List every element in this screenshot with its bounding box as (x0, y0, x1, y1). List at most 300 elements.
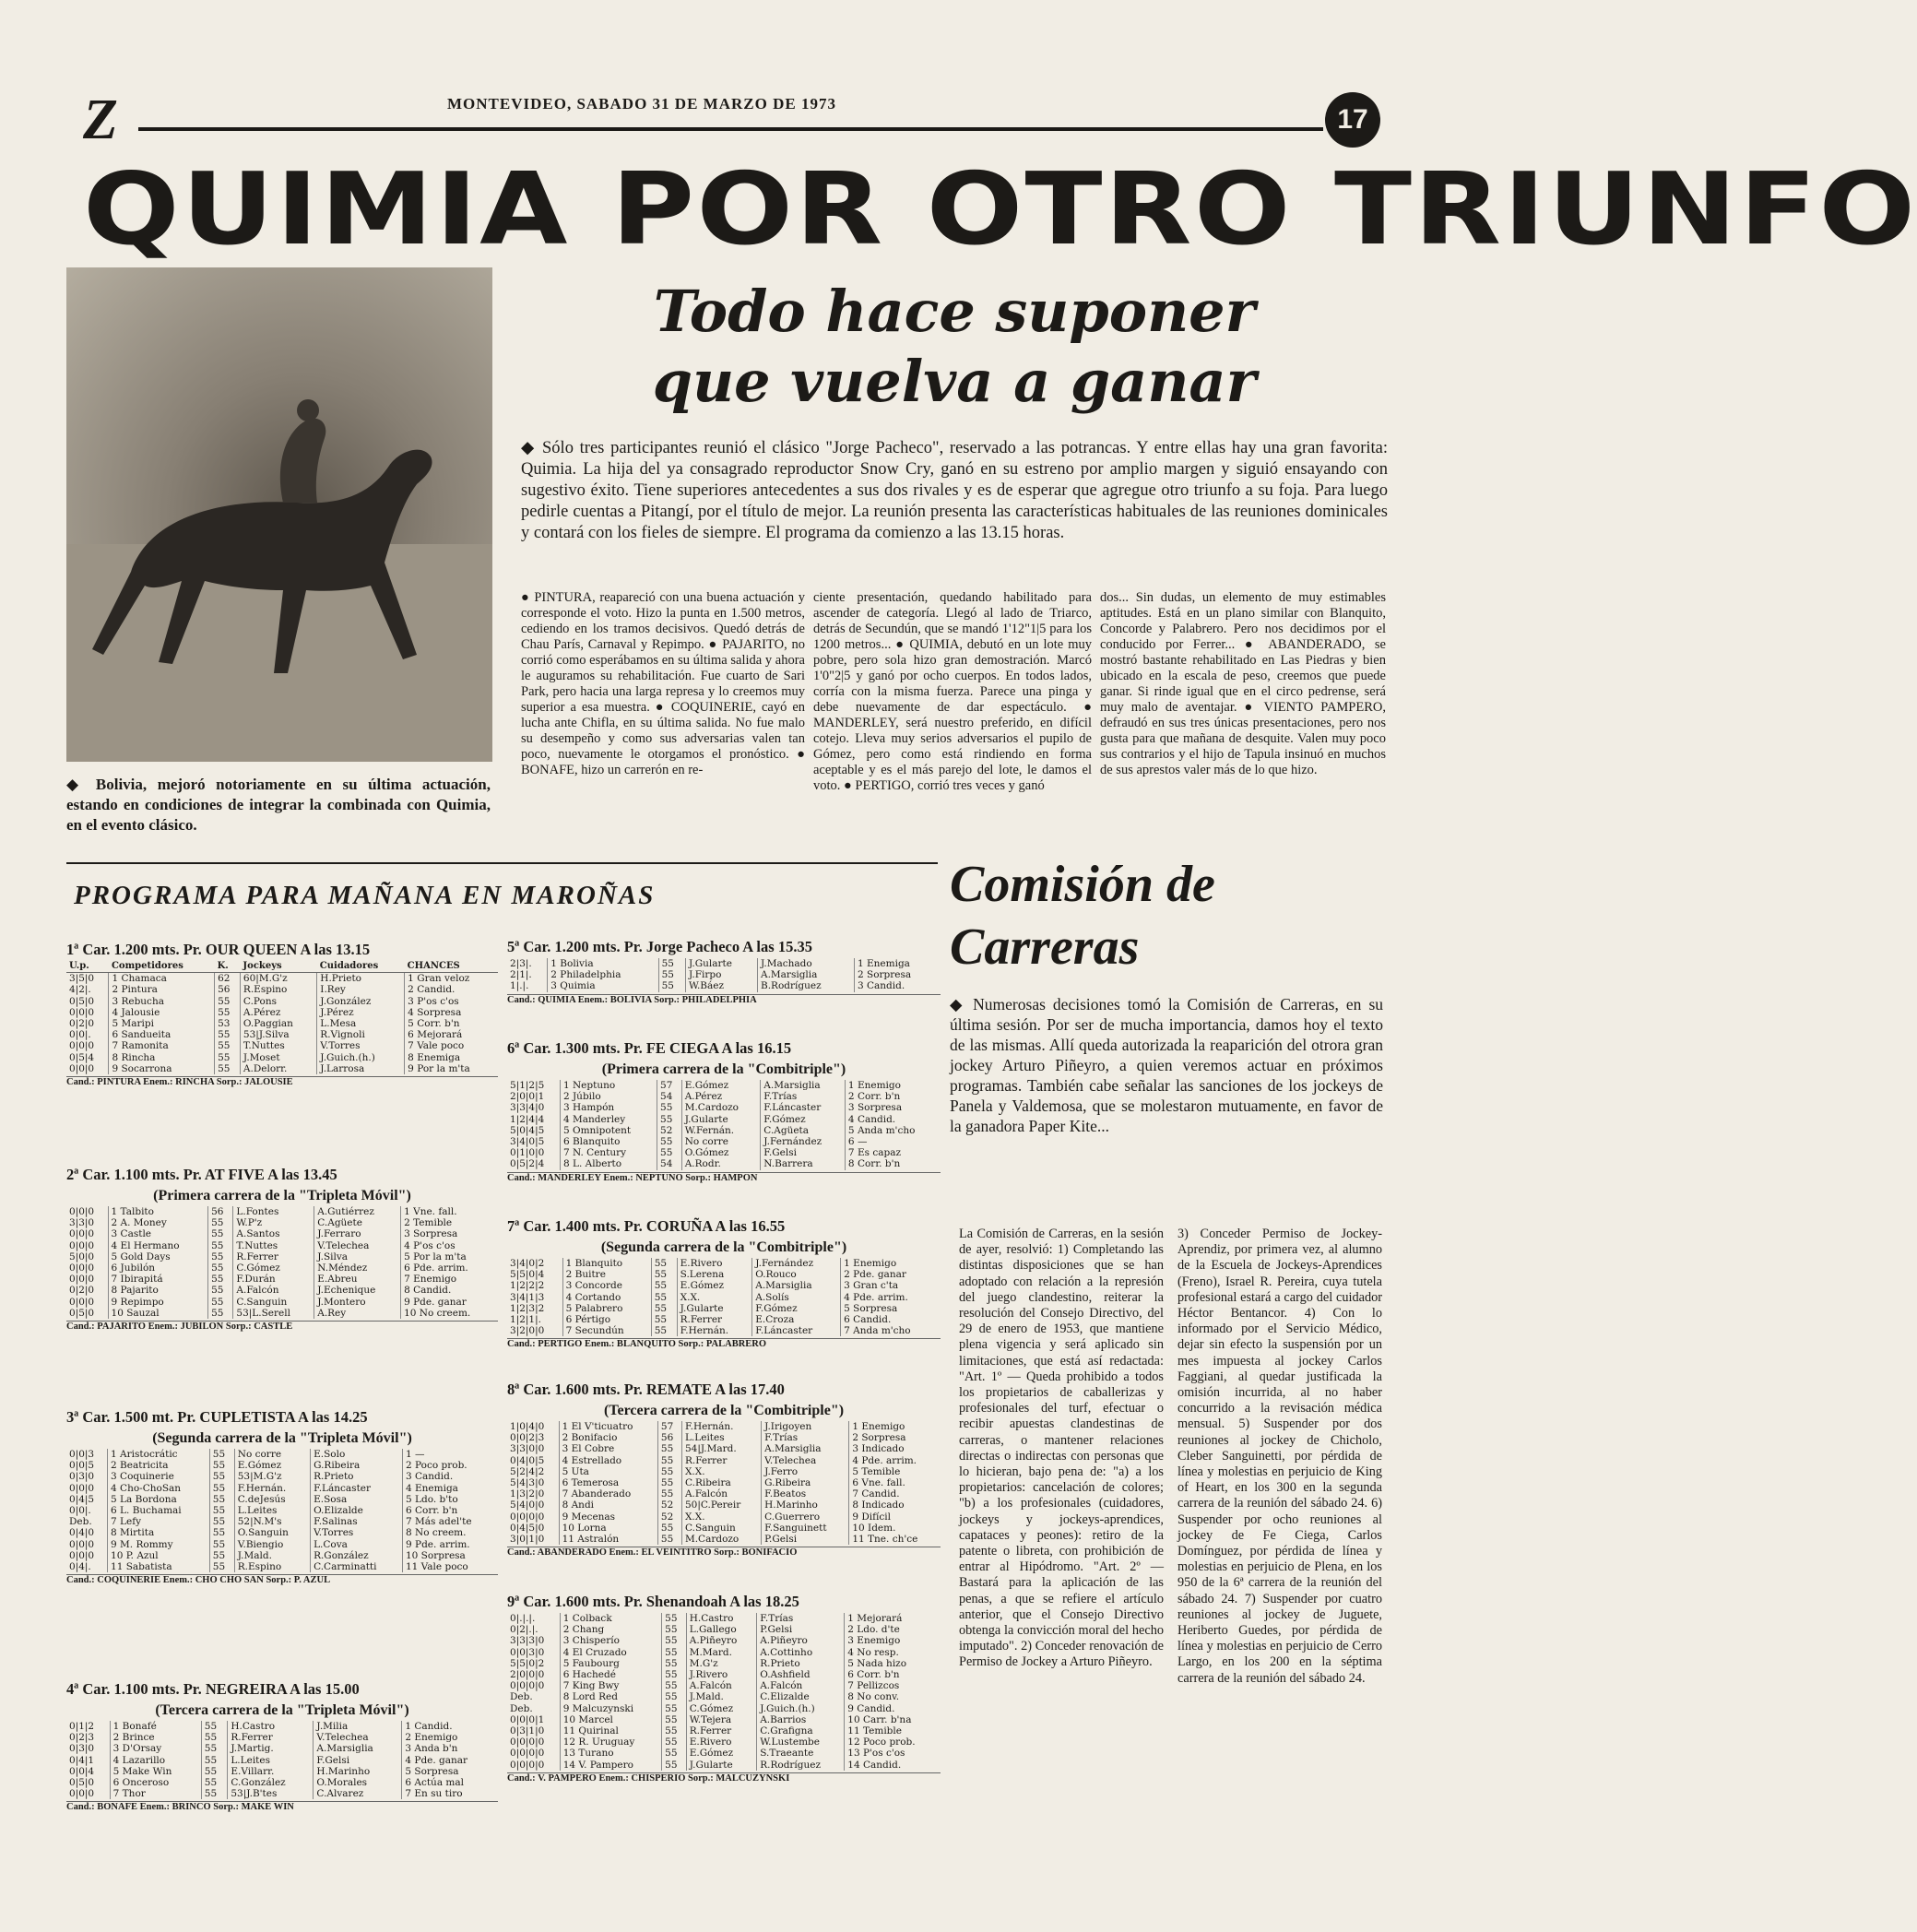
table-cell: 55 (658, 969, 685, 980)
table-cell: 0|0|0 (69, 1482, 95, 1494)
table-cell: 55 (658, 958, 685, 969)
table-row (507, 1158, 941, 1169)
table-cell: 0|0|3 (69, 1449, 95, 1460)
table-cell: 55 (209, 1449, 234, 1460)
table-cell: L.Cova (311, 1539, 403, 1550)
table-cell: A.Cottinho (757, 1647, 845, 1658)
table-cell: 3|3|3|0 (510, 1635, 545, 1647)
table-cell: 4 Jalousie (109, 1007, 215, 1018)
table-cell: J.Montero (314, 1297, 401, 1308)
table-cell: 0|0|0 (69, 1788, 95, 1800)
table-cell: J.Fernández (761, 1136, 846, 1147)
table-row (507, 1466, 941, 1477)
table-cell: 1|3|2|0 (510, 1488, 545, 1500)
table-cell: 55 (215, 1052, 241, 1063)
table-cell: C.Agüeta (761, 1125, 846, 1136)
table-cell: 10 Sorpresa (402, 1550, 498, 1561)
table-row (66, 1040, 498, 1051)
table-cell: 1|2|4|4 (510, 1113, 545, 1125)
table-cell: W.Tejera (686, 1714, 756, 1725)
table-cell: 0|0|0 (69, 1549, 95, 1561)
table-cell: A.Falcón (686, 1680, 756, 1691)
table-cell: 2 Sorpresa (854, 969, 941, 980)
table-cell: R.Ferrer (681, 1455, 761, 1466)
table-cell: 5 Sorpresa (402, 1766, 498, 1777)
subheadline-line-1: Todo hace suponer (653, 278, 1256, 345)
table-row (66, 1052, 498, 1063)
table-cell: 10 P. Azul (108, 1550, 210, 1561)
race-forecast: Cand.: ABANDERADO Enem.: EL VEINTITRO Sorp.: BONIFACIO (507, 1547, 941, 1558)
race-heading: 5ª Car. 1.200 mts. Pr. Jorge Pacheco A las 15.35 (507, 938, 812, 955)
table-row (507, 1477, 941, 1488)
table-cell: J.Gularte (686, 958, 758, 969)
race-entries-table (507, 1421, 941, 1545)
table-cell: 55 (215, 1040, 241, 1051)
table-cell: 8 Indicado (849, 1499, 941, 1511)
table-row (66, 1755, 498, 1766)
table-cell: 55 (651, 1325, 677, 1336)
photo-caption: ◆ Bolivia, mejoró notoriamente en su última actuación, estando en condiciones de integrar la combinada con Quimia, en el evento clásico. (66, 776, 491, 834)
table-cell: O.Elizalde (311, 1505, 403, 1516)
table-row (66, 1732, 498, 1743)
table-cell: E.Gómez (234, 1460, 310, 1471)
table-cell: 11 Sabatista (108, 1561, 210, 1572)
table-cell: J.Milia (314, 1721, 402, 1732)
table-cell: 11 Tne. ch'ce (849, 1534, 941, 1545)
commission-title-line-1: Comisión de (950, 856, 1215, 913)
table-cell: A.Barrios (757, 1714, 845, 1725)
table-cell: 5 Faubourg (560, 1658, 661, 1669)
table-cell: A.Marsiglia (762, 1443, 849, 1454)
table-cell: C.Sanguin (233, 1297, 314, 1308)
table-row (507, 1499, 941, 1511)
table-cell: 55 (662, 1736, 687, 1748)
table-cell: F.Gelsi (761, 1147, 846, 1158)
table-cell: 0|2|3 (69, 1732, 95, 1744)
table-row (66, 1029, 498, 1040)
table-row (66, 1007, 498, 1018)
table-cell: F.Trías (757, 1613, 845, 1624)
table-cell: E.Rivero (677, 1258, 752, 1269)
table-cell: 55 (651, 1280, 677, 1291)
table-cell: A.Rey (314, 1308, 401, 1319)
table-cell: F.Hernán. (677, 1325, 752, 1336)
race-subheading: (Primera carrera de la "Tripleta Móvil") (153, 1188, 411, 1203)
table-cell: 3 Quimia (548, 980, 658, 991)
table-cell: 0|0|0|0 (510, 1680, 545, 1692)
table-cell: 8 Candid. (401, 1285, 498, 1296)
table-row (66, 1494, 498, 1505)
table-cell: J.Gularte (677, 1303, 752, 1314)
table-cell: 2 Ldo. d'te (845, 1624, 941, 1635)
table-row (507, 1091, 941, 1102)
table-cell: 55 (209, 1516, 234, 1527)
table-cell: 4 P'os c'os (401, 1240, 498, 1251)
table-cell: J.Martig. (228, 1743, 314, 1754)
table-cell: 2 Pintura (109, 984, 215, 995)
table-cell: 2 Poco prob. (402, 1460, 498, 1471)
table-cell: 54|J.Mard. (681, 1443, 761, 1454)
table-cell: 55 (208, 1240, 233, 1251)
table-cell: F.Salinas (311, 1516, 403, 1527)
table-cell: H.Castro (686, 1613, 756, 1624)
table-row (507, 1455, 941, 1466)
table-cell: 5 Palabrero (562, 1303, 651, 1314)
table-cell: 2 A. Money (108, 1217, 208, 1228)
table-cell: 55 (201, 1721, 228, 1732)
table-cell: J.Echenique (314, 1285, 401, 1296)
table-cell: 4 Pde. arrim. (841, 1292, 941, 1303)
table-cell: 4 Pde. ganar (402, 1755, 498, 1766)
table-cell: 55 (658, 980, 685, 991)
table-cell: 55 (657, 1477, 681, 1488)
section-rule (66, 862, 938, 864)
table-cell: 0|3|1|0 (510, 1725, 545, 1737)
table-cell: A.Solís (752, 1292, 841, 1303)
table-cell: I.Rey (317, 984, 405, 995)
notes-column-2: ciente presentación, quedando habilitado para ascender de categoría. Llegó al lado de Triarco, detrás de Secundún, que se mandó 1'12"1|5 para los 1200 metros... ● QUIMIA, debutó en un lote muy pobre, pero sola hizo gran demostración. Marcó 1'0"2|5 y ganó por ocho cuerpos. En todos lados, corría con la misma fuerza. Parece una pinga y debe nuevamente de dar espectáculo. ● MANDERLEY, será nuestro preferido, en difícil cotejo. Lleva muy serios adversarios el pupilo de Gómez, pero como está rindiendo en forma aceptable y es el más parejo del lote, le damos el voto. ● PERTIGO, corrió tres veces y ganó (813, 590, 1092, 793)
table-cell: C.Sanguin (681, 1523, 761, 1534)
race-forecast: Cand.: BONAFE Enem.: BRINCO Sorp.: MAKE WIN (66, 1801, 498, 1812)
table-cell: 55 (662, 1725, 687, 1736)
table-cell: 55 (201, 1732, 228, 1743)
table-cell: 0|1|0|0 (510, 1147, 545, 1159)
table-cell: 7 Secundún (562, 1325, 651, 1336)
table-cell: R.Ferrer (233, 1251, 314, 1262)
table-cell: O.Morales (314, 1777, 402, 1788)
table-cell: 3 Sorpresa (845, 1102, 941, 1113)
table-cell: 6 L. Buchamai (108, 1505, 210, 1516)
table-cell: F.Sanguinett (762, 1523, 849, 1534)
table-cell: J.Machado (758, 958, 855, 969)
table-cell: 0|0|4 (69, 1765, 95, 1777)
table-cell: H.Marinho (762, 1499, 849, 1511)
table-cell: 4 El Cruzado (560, 1647, 661, 1658)
table-cell: 10 Idem. (849, 1523, 941, 1534)
table-row (507, 1432, 941, 1443)
race-heading: 6ª Car. 1.300 mts. Pr. FE CIEGA A las 16.15 (507, 1039, 792, 1057)
table-row (66, 1240, 498, 1251)
table-cell: 8 Corr. b'n (845, 1158, 941, 1169)
table-cell: E.Solo (311, 1449, 403, 1460)
table-cell: 5|1|2|5 (510, 1080, 545, 1091)
table-cell: 3 D'Orsay (110, 1743, 201, 1754)
race-entries-table (66, 1449, 498, 1572)
table-cell: 3|3|0 (69, 1217, 95, 1229)
table-cell: B.Rodríguez (758, 980, 855, 991)
table-cell: 6 Temerosa (559, 1477, 657, 1488)
table-row (507, 1136, 941, 1147)
table-cell: 14 Candid. (845, 1760, 941, 1771)
table-cell: 3|4|1|3 (510, 1291, 545, 1303)
table-cell: 53|L.Serell (233, 1308, 314, 1319)
race-heading: 4ª Car. 1.100 mts. Pr. NEGREIRA A las 15.00 (66, 1680, 360, 1698)
table-row (66, 1308, 498, 1319)
table-cell: C.Pons (240, 996, 316, 1007)
table-row (507, 1760, 941, 1771)
table-cell: J.Mald. (234, 1550, 310, 1561)
table-cell: 55 (209, 1539, 234, 1550)
table-cell: X.X. (677, 1292, 752, 1303)
table-cell: 6 Sandueita (109, 1029, 215, 1040)
table-cell: C.Agüete (314, 1217, 401, 1228)
table-row (507, 1736, 941, 1748)
table-cell: 7 Ramonita (109, 1040, 215, 1051)
table-row (66, 1743, 498, 1754)
table-cell: 2 Candid. (405, 984, 498, 995)
table-cell: 0|5|0 (69, 1777, 95, 1789)
table-cell: 5 Temible (849, 1466, 941, 1477)
table-cell: L.Leites (681, 1432, 761, 1443)
table-cell: 9 Socarrona (109, 1063, 215, 1074)
table-cell: Deb. (510, 1702, 533, 1714)
table-cell: J.Silva (314, 1251, 401, 1262)
table-cell: L.Gallego (686, 1624, 756, 1635)
table-cell: 8 No creem. (402, 1527, 498, 1538)
table-cell: 53|J.B'tes (228, 1788, 314, 1799)
table-cell: 6 Actúa mal (402, 1777, 498, 1788)
table-cell: N.Barrera (761, 1158, 846, 1169)
table-row (507, 958, 941, 969)
table-cell: J.Ferraro (314, 1228, 401, 1239)
table-row (507, 1147, 941, 1158)
table-cell: 0|5|4 (69, 1051, 95, 1063)
table-cell: 4 Enemiga (402, 1483, 498, 1494)
table-cell: S.Traeante (757, 1748, 845, 1759)
race-entries-table (507, 958, 941, 992)
table-cell: C.Guerrero (762, 1511, 849, 1523)
table-cell: 55 (208, 1274, 233, 1285)
table-row (66, 973, 498, 985)
table-row (66, 1251, 498, 1262)
table-cell: 2 Pde. ganar (841, 1269, 941, 1280)
table-cell: 3|4|0|5 (510, 1136, 545, 1148)
table-cell: 55 (651, 1269, 677, 1280)
subheadline (553, 277, 1355, 417)
table-cell: 55 (201, 1766, 228, 1777)
table-cell: 1 Aristocrátic (108, 1449, 210, 1460)
table-cell: 6 — (845, 1136, 941, 1147)
table-cell: P.Gelsi (762, 1534, 849, 1545)
table-cell: E.Rivero (686, 1736, 756, 1748)
table-cell: 0|0|0 (69, 1062, 95, 1074)
table-cell: 0|0|0 (69, 1296, 95, 1308)
table-cell: 13 Turano (560, 1748, 661, 1759)
table-cell: 4 Pde. arrim. (849, 1455, 941, 1466)
table-cell: V.Biengio (234, 1539, 310, 1550)
table-cell: 2 Corr. b'n (845, 1091, 941, 1102)
table-cell: 55 (201, 1743, 228, 1754)
table-cell: 0|4|0 (69, 1527, 95, 1539)
table-header-cell: CHANCES (405, 961, 498, 973)
table-cell: 4 Cortando (562, 1292, 651, 1303)
race-1 (66, 939, 498, 1087)
table-cell: 55 (662, 1691, 687, 1702)
race-forecast: Cand.: COQUINERIE Enem.: CHO CHO SAN Sorp.: P. AZUL (66, 1574, 498, 1585)
table-cell: 3|4|0|2 (510, 1258, 545, 1269)
program-title: PROGRAMA PARA MAÑANA EN MAROÑAS (74, 881, 656, 910)
table-cell: V.Telechea (314, 1732, 402, 1743)
table-cell: 3|3|4|0 (510, 1102, 545, 1114)
race-entries-table (66, 1721, 498, 1799)
table-cell: 3 Gran c'ta (841, 1280, 941, 1291)
table-row (507, 1080, 941, 1091)
table-cell: O.Ashfield (757, 1669, 845, 1680)
table-cell: O.Paggian (240, 1018, 316, 1029)
table-cell: M.Mard. (686, 1647, 756, 1658)
table-cell: 1 Gran veloz (405, 973, 498, 985)
table-cell: C.González (228, 1777, 314, 1788)
table-cell: 13 P'os c'os (845, 1748, 941, 1759)
table-header-cell: Jockeys (240, 961, 316, 973)
table-header-cell: Cuidadores (317, 961, 405, 973)
table-cell: 55 (662, 1760, 687, 1771)
table-cell: 5|0|0 (69, 1250, 95, 1262)
table-cell: 3 Chisperío (560, 1635, 661, 1646)
table-cell: 5 Omnipotent (560, 1125, 657, 1136)
table-cell: G.Ribeira (311, 1460, 403, 1471)
table-cell: 1|.|. (510, 980, 529, 992)
table-cell: J.Fernández (752, 1258, 841, 1269)
table-cell: 53|J.Silva (240, 1029, 316, 1040)
table-cell: 0|4|1 (69, 1754, 95, 1766)
table-row (507, 1691, 941, 1702)
table-cell: 1 Enemigo (841, 1258, 941, 1269)
table-cell: 55 (662, 1613, 687, 1624)
table-cell: 0|5|0 (69, 1307, 95, 1319)
table-cell: 56 (657, 1432, 681, 1443)
table-cell: 12 R. Uruguay (560, 1736, 661, 1748)
table-cell: 55 (208, 1228, 233, 1239)
race-subheading: (Segunda carrera de la "Combitriple") (600, 1239, 847, 1255)
table-row (507, 1714, 941, 1725)
table-cell: 5|0|4|5 (510, 1124, 545, 1136)
table-cell: J.Firpo (686, 969, 758, 980)
table-cell: A.Gutiérrez (314, 1206, 401, 1217)
table-cell: J.Pérez (317, 1007, 405, 1018)
table-row (507, 1325, 941, 1336)
table-cell: F.Láncaster (311, 1483, 403, 1494)
table-cell: 2 Brince (110, 1732, 201, 1743)
table-cell: 0|0|0|0 (510, 1511, 545, 1523)
table-cell: 55 (215, 1063, 241, 1074)
table-cell: 0|0|0 (69, 1538, 95, 1550)
table-cell: 5 Corr. b'n (405, 1018, 498, 1029)
table-cell: 6 Vne. fall. (849, 1477, 941, 1488)
table-cell: 3 Castle (108, 1228, 208, 1239)
table-cell: R.Prieto (757, 1658, 845, 1669)
table-cell: 9 Pde. ganar (401, 1297, 498, 1308)
table-cell: 6 Candid. (841, 1314, 941, 1325)
table-cell: 4 Estrellado (559, 1455, 657, 1466)
table-cell: 55 (662, 1624, 687, 1635)
table-cell: 2|0|0|0 (510, 1669, 545, 1681)
table-cell: 8 Andi (559, 1499, 657, 1511)
table-cell: F.Trías (761, 1091, 846, 1102)
table-cell: 5 Sorpresa (841, 1303, 941, 1314)
table-cell: J.Mald. (686, 1691, 756, 1702)
table-cell: 5|4|0|0 (510, 1499, 545, 1511)
table-row (507, 1703, 941, 1714)
table-cell: J.Guich.(h.) (317, 1052, 405, 1063)
table-cell: 55 (209, 1505, 234, 1516)
table-cell: 55 (662, 1658, 687, 1669)
table-cell: E.Gómez (681, 1080, 761, 1091)
table-cell: 7 Lefy (108, 1516, 210, 1527)
table-cell: 8 No conv. (845, 1691, 941, 1702)
table-cell: J.Larrosa (317, 1063, 405, 1074)
table-cell: 9 Candid. (845, 1703, 941, 1714)
table-cell: 11 Vale poco (402, 1561, 498, 1572)
table-cell: W.P'z (233, 1217, 314, 1228)
table-cell: 0|0|0 (69, 1228, 95, 1240)
table-cell: 1 Colback (560, 1613, 661, 1624)
table-cell: 3 Coquinerie (108, 1471, 210, 1482)
race-7 (507, 1215, 941, 1349)
table-cell: A.Piñeyro (757, 1635, 845, 1646)
table-row (66, 1516, 498, 1527)
table-cell: X.X. (681, 1466, 761, 1477)
table-row (66, 1206, 498, 1217)
race-forecast: Cand.: MANDERLEY Enem.: NEPTUNO Sorp.: HAMPON (507, 1172, 941, 1183)
table-cell: R.Ferrer (686, 1725, 756, 1736)
commission-column-2: 3) Conceder Permiso de Jockey-Aprendiz, por primera vez, al alumno de la Escuela de Jockeys-Aprendices (Freno), Israel R. Pereira, cuya tutela profesional estará a cargo del cuidador Héctor Bentancor. 4) Con lo informado por el Servicio Médico, dejar sin efecto la suspensión por un mes impuesta al jockey Carlos Faggiani, al quedar justificada la omisión incurrida, al no haber concurrido a la revisación médica mensual. 5) Suspender por dos reuniones al jockey de Chicholo, Cleber Sanguinetti, por pérdida de línea y molestias en perjuicio de King of Heart, en los 300 en la segunda carrera de la reunión del sábado 24. 6) Suspender por ocho reuniones al jockey de Fe Ciega, Carlos Domínguez, por pérdida de línea y molestias en perjuicio de Plena, en los 950 de la 6ª carrera de la reunión del sábado 24. 7) Suspender por cuatro reuniones al jockey de Juguete, Heriberto Guedes, por pérdida de línea y molestias en perjuicio de Cerro Largo, en los 200 en la séptima carrera de la reunión del sábado 24. (1177, 1227, 1382, 1686)
table-cell: 7 N. Century (560, 1147, 657, 1158)
table-cell: 55 (662, 1669, 687, 1680)
race-entries-table (507, 1258, 941, 1336)
table-cell: 5 Anda m'cho (845, 1125, 941, 1136)
table-cell: 1 Enemiga (854, 958, 941, 969)
table-cell: 55 (209, 1460, 234, 1471)
table-cell: R.González (311, 1550, 403, 1561)
table-row (66, 984, 498, 995)
table-cell: C.Ribeira (681, 1477, 761, 1488)
table-row (66, 996, 498, 1007)
table-cell: 11 Astralón (559, 1534, 657, 1545)
table-cell: 55 (209, 1471, 234, 1482)
table-cell: 3|0|1|0 (510, 1534, 545, 1546)
table-cell: 0|1|2 (69, 1721, 95, 1732)
table-cell: C.Gómez (233, 1262, 314, 1274)
table-cell: 1 Neptuno (560, 1080, 657, 1091)
table-cell: 9 Difícil (849, 1511, 941, 1523)
table-cell: 7 Más adel'te (402, 1516, 498, 1527)
table-cell: 10 Carr. b'na (845, 1714, 941, 1725)
table-cell: 55 (657, 1466, 681, 1477)
table-cell: L.Leites (228, 1755, 314, 1766)
table-row (507, 1102, 941, 1113)
table-cell: 6 Pértigo (562, 1314, 651, 1325)
table-cell: 55 (209, 1527, 234, 1538)
header-date: MONTEVIDEO, SABADO 31 DE MARZO DE 1973 (447, 95, 836, 113)
table-cell: 53|M.G'z (234, 1471, 310, 1482)
table-cell: 4 No resp. (845, 1647, 941, 1658)
table-cell: R.Prieto (311, 1471, 403, 1482)
table-cell: 2|3|. (510, 958, 532, 969)
race-entries-table (66, 961, 498, 1074)
table-cell: T.Nuttes (240, 1040, 316, 1051)
race-subheading: (Tercera carrera de la "Tripleta Móvil") (155, 1702, 409, 1718)
race-2 (66, 1164, 498, 1332)
table-cell: 50|C.Pereir (681, 1499, 761, 1511)
table-cell: 2|1|. (510, 969, 532, 981)
table-cell: 8 L. Alberto (560, 1158, 657, 1169)
table-cell: 57 (657, 1421, 681, 1432)
table-cell: 62 (215, 973, 241, 985)
table-cell: 0|0|0|1 (510, 1713, 545, 1725)
table-row (507, 1421, 941, 1432)
table-cell: 2 Sorpresa (849, 1432, 941, 1443)
